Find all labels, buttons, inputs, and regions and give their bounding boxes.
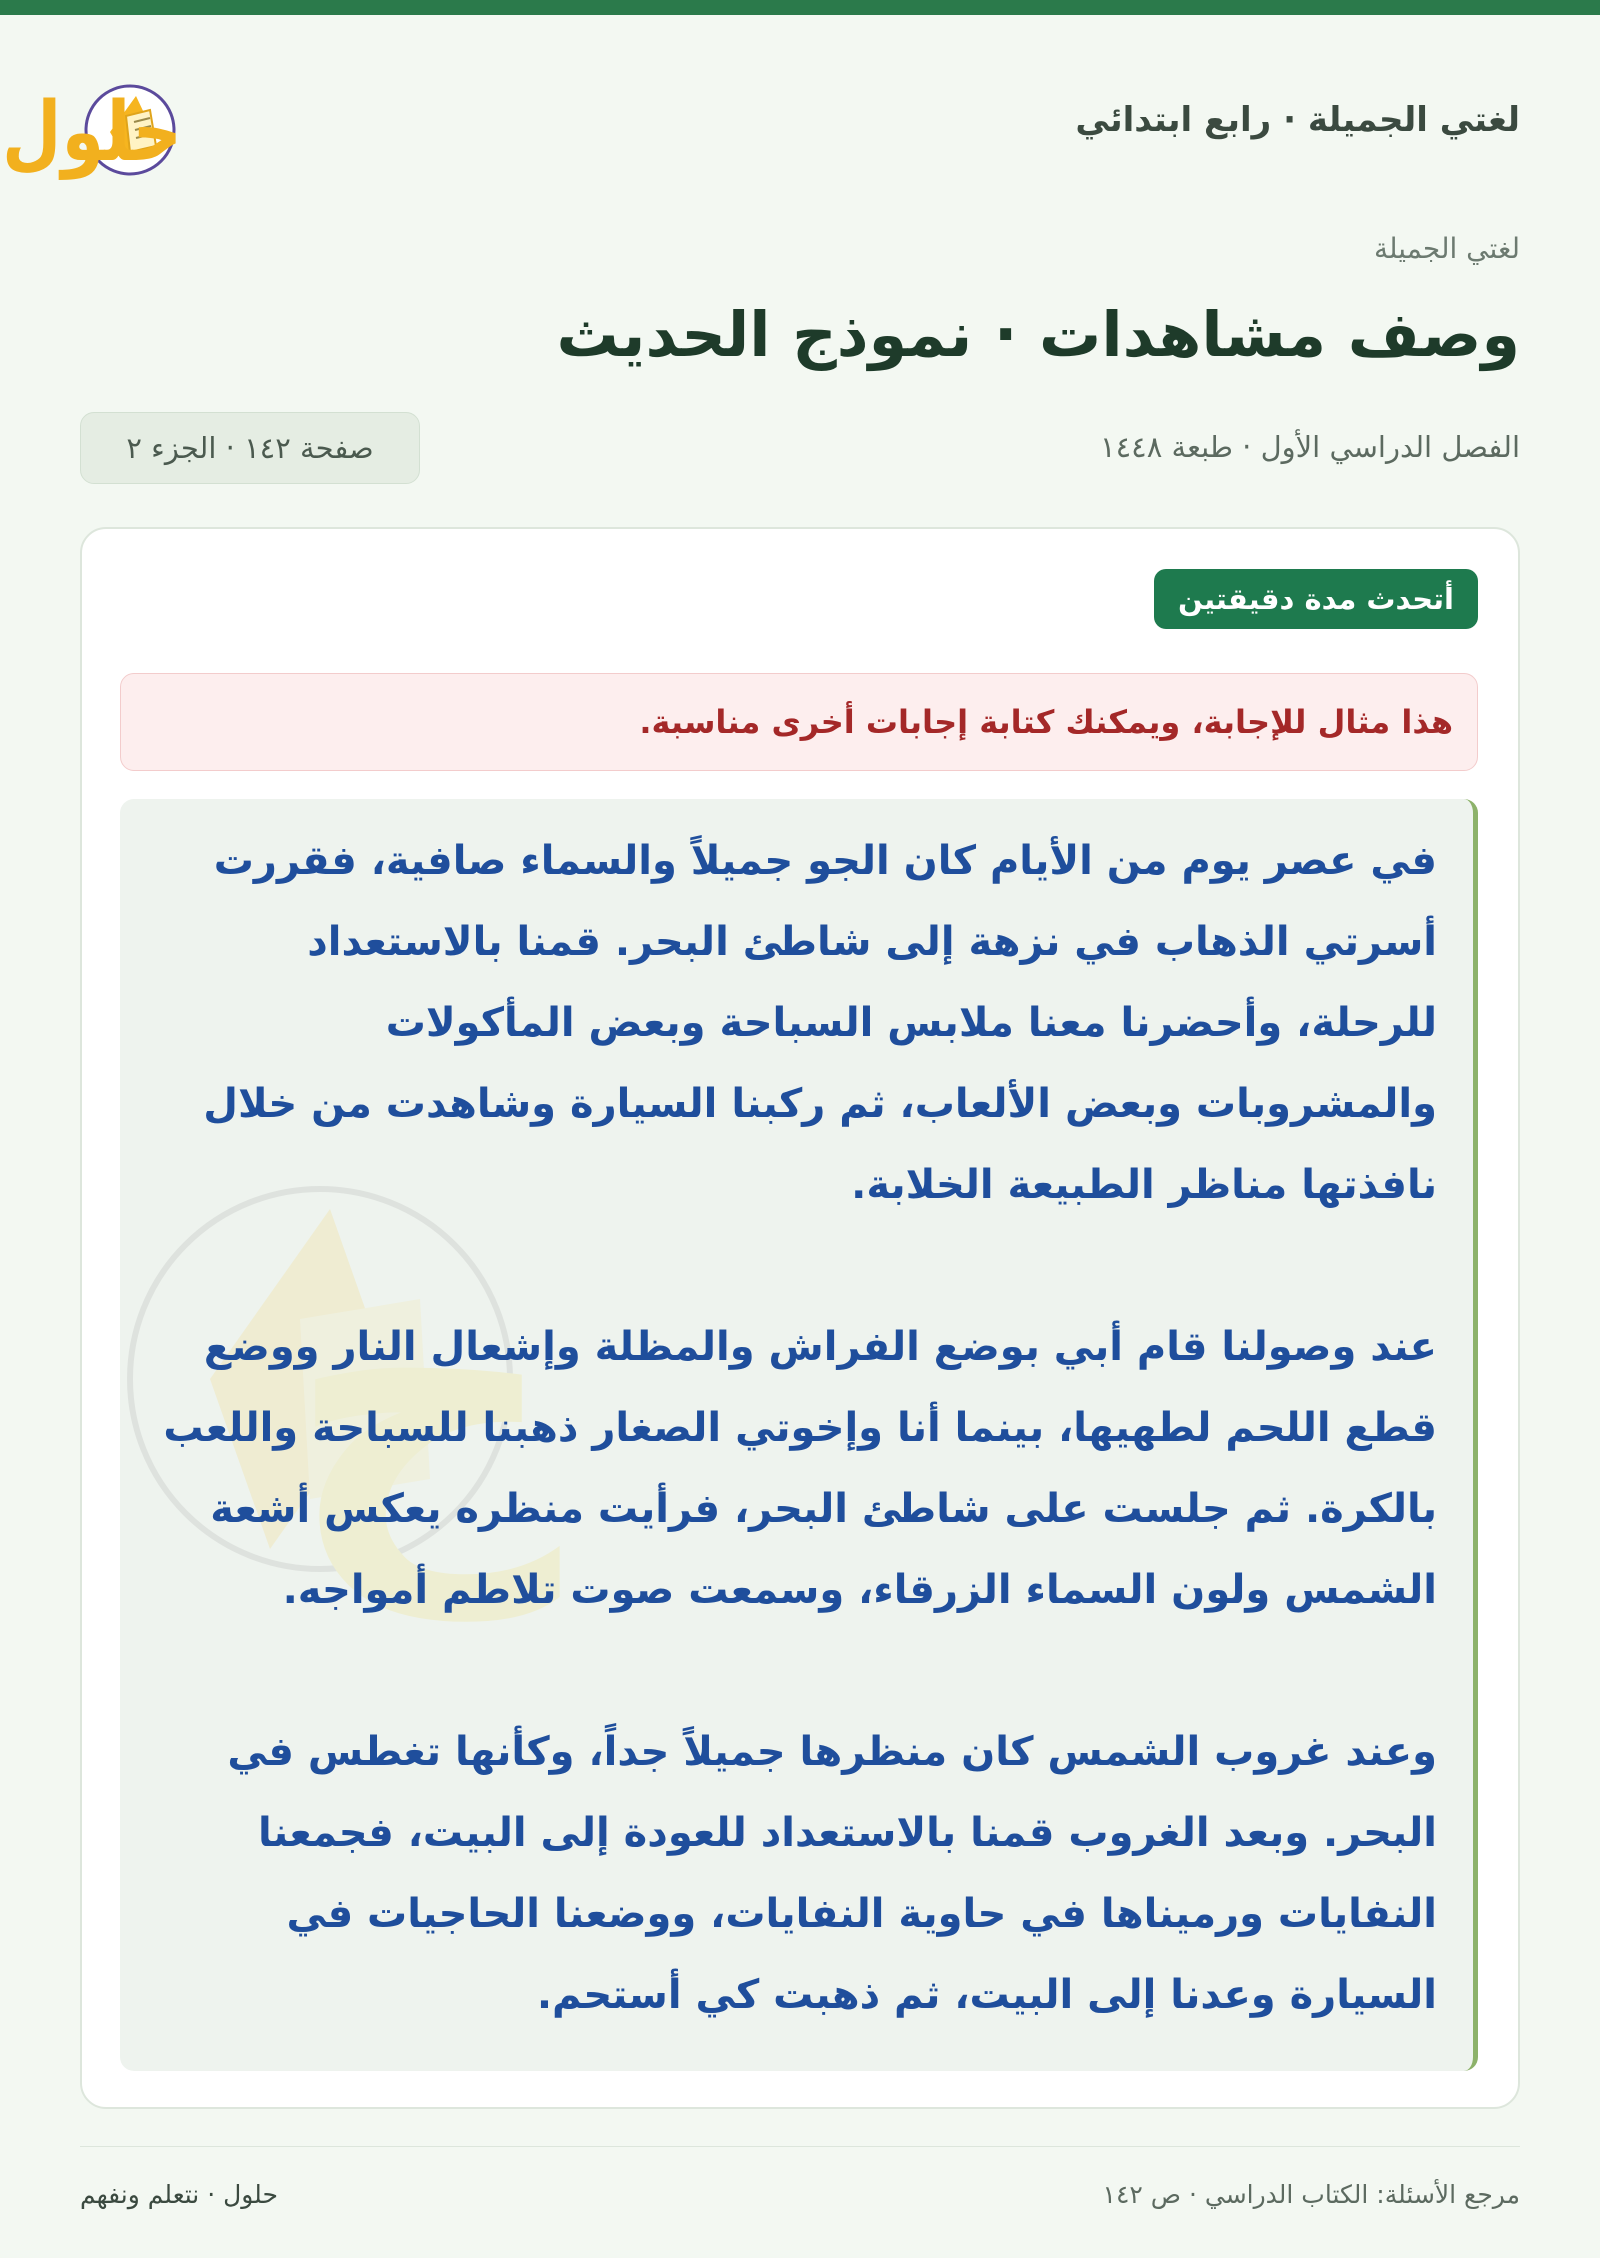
- footer-divider: [80, 2146, 1520, 2147]
- svg-text:ح: ح: [286, 1176, 560, 1619]
- logo-text: حلول: [2, 85, 182, 180]
- example-note: هذا مثال للإجابة، ويمكنك كتابة إجابات أخرى مناسبة.: [120, 673, 1478, 771]
- header: [2, 60, 1520, 190]
- answer-paragraph: عند وصولنا قام أبي بوضع الفراش والمظلة وإشعال النار ووضع قطع اللحم لطهيها، بينما أنا وإخوتي الصغار ذهبنا للسباحة واللعب بالكرة. ثم جلست على شاطئ البحر، فرأيت منظره يعكس أشعة الشمس ولون السماء الزرقاء، وسمعت صوت تلاطم أمواجه.: [163, 1324, 1437, 1613]
- term-edition-meta: الفصل الدراسي الأول · طبعة ١٤٤٨: [1100, 430, 1520, 464]
- footer-brand[interactable]: حلول · نتعلم ونفهم: [80, 2180, 278, 2209]
- course-title: لغتي الجميلة · رابع ابتدائي: [1075, 100, 1520, 140]
- answer-paragraph: في عصر يوم من الأيام كان الجو جميلاً والسماء صافية، فقررت أسرتي الذهاب في نزهة إلى شاطئ البحر. قمنا بالاستعداد للرحلة، وأحضرنا معنا ملابس السباحة وبعض المأكولات والمشروبات وبعض الألعاب، ثم ركبنا السيارة وشاهدت من خلال نافذتها مناظر الطبيعة الخلابة.: [203, 838, 1437, 1208]
- answer-card: [80, 527, 1520, 2109]
- page-title: وصف مشاهدات · نموذج الحديث: [556, 298, 1520, 371]
- footer-reference: مرجع الأسئلة: الكتاب الدراسي · ص ١٤٢: [1102, 2180, 1520, 2209]
- answer-box: [120, 799, 1478, 2071]
- page-number-chip: صفحة ١٤٢ · الجزء ٢: [80, 412, 420, 484]
- exercise-badge: أتحدث مدة دقيقتين: [1154, 569, 1478, 629]
- top-accent-bar: [0, 0, 1600, 15]
- hulul-logo[interactable]: [2, 60, 370, 190]
- answer-paragraph: وعند غروب الشمس كان منظرها جميلاً جداً، وكأنها تغطس في البحر. وبعد الغروب قمنا بالاستعداد للعودة إلى البيت، فجمعنا النفايات ورميناها في حاوية النفايات، ووضعنا الحاجيات في السيارة وعدنا إلى البيت، ثم ذهبت كي أستحم.: [227, 1729, 1437, 2018]
- answer-text: [120, 799, 1473, 2036]
- breadcrumb[interactable]: لغتي الجميلة: [1373, 232, 1520, 265]
